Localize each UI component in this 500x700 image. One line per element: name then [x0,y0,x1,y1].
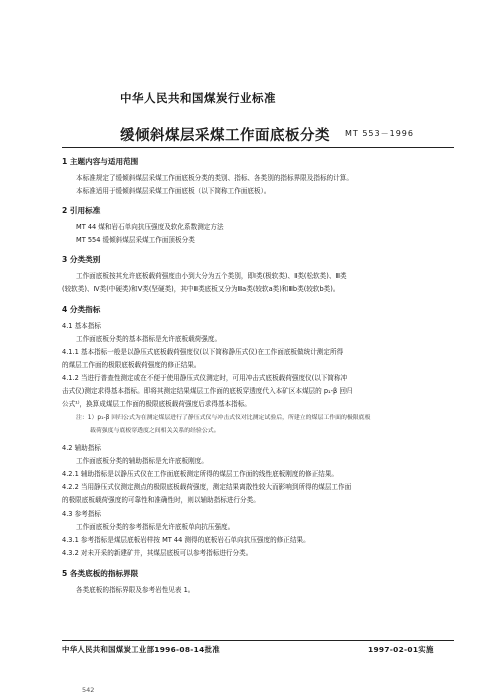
clause-4-1-1-line-2: 的煤层工作面的极限底板载荷强度的修正结果。 [62,361,201,369]
clause-4-1-2-line-2: 击式仪)测定求得基本指标。即将其测定结果煤层工作面的底板穿透度代入本矿区本煤层的 p₁-β 回归 [62,387,353,395]
subsection-4-3-text: 工作面底板分类的参考指标是允许底板单向抗压强度。 [76,523,235,531]
clause-4-3-2: 4.3.2 对未开采的新建矿井，其煤层底板可以参考指标进行分类。 [62,549,253,557]
footnote-line-1: 注：1）p₁-β 回归公式为在测定煤层进行了静压式仪与冲击式仪对比测定试验后，所建立的煤层工作面的极限底板 [76,415,371,421]
effective-date: 1997-02-01实施 [368,645,434,654]
clause-4-2-1: 4.2.1 辅助指标是以静压式仪在工作面底板测定所得的煤层工作面的线性底板刚度的修正结果。 [62,470,339,478]
clause-4-1-2-line-3: 公式¹⁾，换算成煤层工作面的极限底板载荷强度后求得基本指标。 [62,400,251,408]
document-title: 缓倾斜煤层采煤工作面底板分类 [120,128,330,144]
footer-divider [62,640,454,641]
clause-4-2-2-line-1: 4.2.2 当用静压式仪测定测点的极限底板载荷强度，测定结果离散性较大而影响到所得的煤层工作面 [62,483,352,491]
header-divider [62,147,454,148]
subsection-4-2-heading: 4.2 辅助指标 [62,444,101,452]
section-1-line-1: 本标准规定了缓倾斜煤层采煤工作面底板分类的类别、指标、各类别的指标界限及指标的计算。 [76,174,353,182]
section-1-heading: 1 主题内容与适用范围 [62,157,139,166]
clause-4-2-2-line-2: 的极限底板载荷强度的可靠性和准确性时，则以辅助指标进行分类。 [62,496,260,504]
clause-4-1-1-line-1: 4.1.1 基本指标一般是以静压式底板载荷强度仪(以下简称静压式仪)在工作面底板做统计测定所得 [62,348,344,356]
subsection-4-1-heading: 4.1 基本指标 [62,322,101,330]
section-3-line-2: (较软类)、Ⅳ类(中硬类)和Ⅴ类(坚硬类)，其中Ⅲ类底板又分为Ⅲa类(较软a类)和Ⅲb类(较软b类)。 [62,285,340,293]
standard-number: MT 553－1996 [345,129,414,138]
reference-mt554: MT 554 缓倾斜煤层采煤工作面顶板分类 [76,236,195,244]
section-1-line-2: 本标准适用于缓倾斜煤层采煤工作面底板（以下简称工作面底板）。 [76,187,271,195]
clause-4-1-2-line-1: 4.1.2 当进行普查性测定或在不便于使用静压式仪测定时，可用冲击式底板载荷强度仪(以下简称冲 [62,374,348,382]
section-3-heading: 3 分类类别 [62,255,101,264]
reference-mt44: MT 44 煤和岩石单向抗压强度及软化系数测定方法 [76,223,224,231]
section-5-heading: 5 各类底板的指标界限 [62,569,139,578]
footnote-line-2: 载荷强度与底板穿透度之间相关关系的经验公式。 [90,428,220,434]
subsection-4-2-text: 工作面底板分类的辅助指标是允许底板刚度。 [76,457,208,465]
section-4-heading: 4 分类指标 [62,305,101,314]
subsection-4-1-text: 工作面底板分类的基本指标是允许底板载荷强度。 [76,335,222,343]
subsection-4-3-heading: 4.3 参考指标 [62,510,101,518]
section-5-line-1: 各类底板的指标界限及参考岩性见表 1。 [76,586,195,594]
clause-4-3-1: 4.3.1 参考指标是煤层底板岩样按 MT 44 测得的底板岩石单向抗压强度的修正结果。 [62,536,310,544]
approval-line: 中华人民共和国煤炭工业部1996-08-14批准 [62,645,220,654]
page-number: 542 [82,686,95,694]
issuing-organization: 中华人民共和国煤炭行业标准 [120,91,276,105]
section-2-heading: 2 引用标准 [62,206,101,215]
section-3-line-1: 工作面底板按其允许底板载荷强度由小到大分为五个类别，即Ⅰ类(极软类)、Ⅱ类(松软类)、Ⅲ类 [76,272,347,280]
